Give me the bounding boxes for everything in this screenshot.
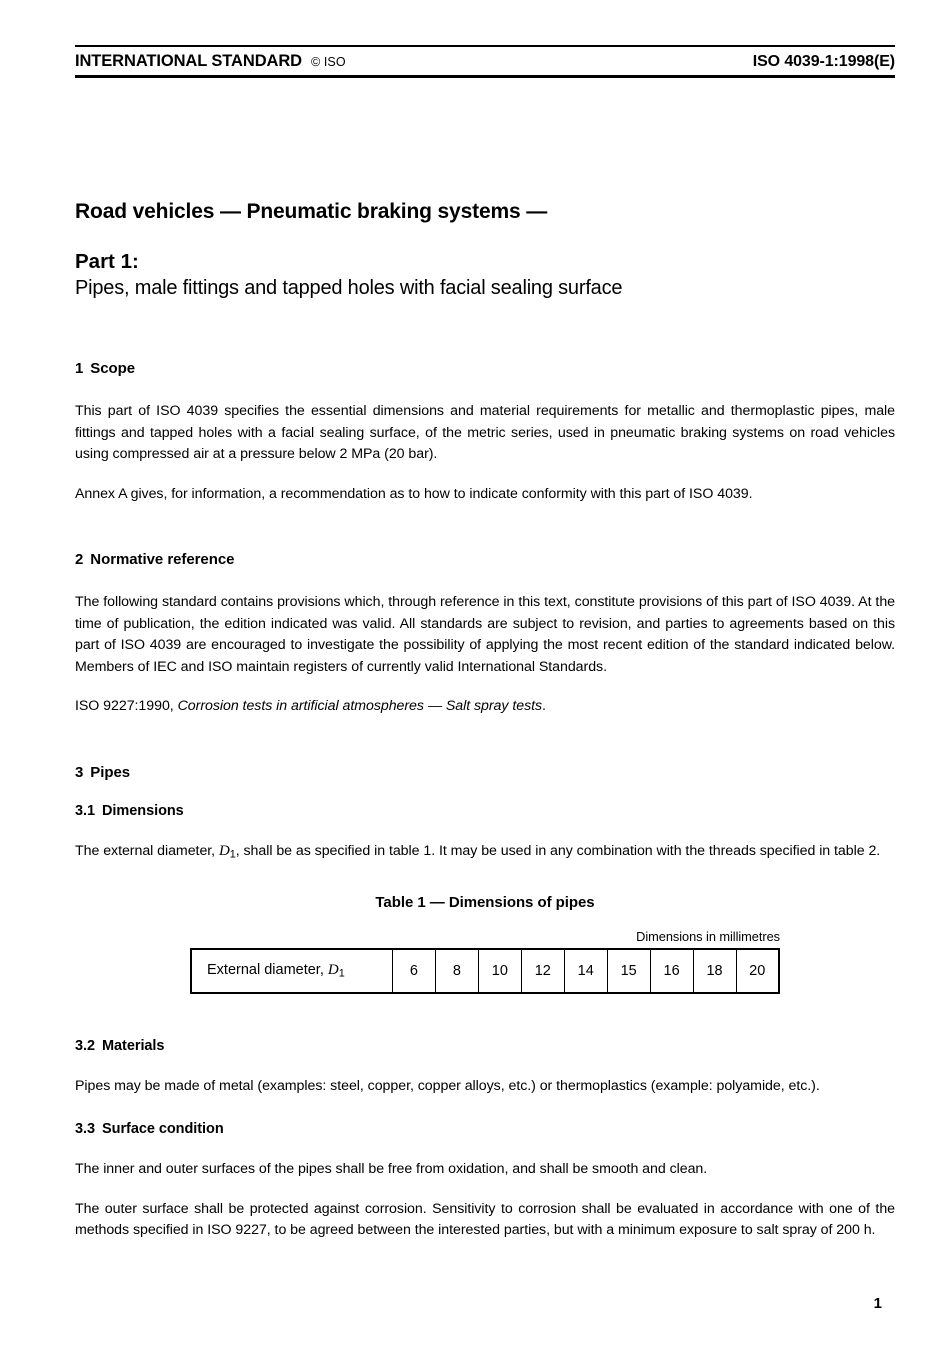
table-1-cell-value: 10: [478, 949, 521, 993]
page-number: 1: [873, 1295, 882, 1312]
table-1-caption: Table 1 — Dimensions of pipes: [375, 893, 595, 911]
table-1-cell-value: 12: [521, 949, 564, 993]
standard-type-label: INTERNATIONAL STANDARD: [75, 52, 302, 70]
subclause-3-3-number: 3.3: [75, 1121, 96, 1138]
clause-2-reference-entry: [75, 696, 895, 718]
table-1-row-header-text: External diameter,: [207, 961, 328, 978]
clause-2-number: 2: [75, 551, 84, 568]
subclause-3-1-text-tail: , shall be as specified in table 1. It may be used in any combination with the threads specified in table 2.: [235, 842, 881, 859]
subclause-3-2-paragraph: Pipes may be made of metal (examples: steel, copper, copper alloys, etc.) or thermoplastics (example: polyamide, etc.).: [75, 1077, 820, 1094]
subclause-3-2-title: Materials: [102, 1037, 165, 1054]
subclause-3-1-heading: [75, 803, 895, 819]
table-1-row-header-symbol: [328, 962, 345, 978]
clause-1-number: 1: [75, 360, 84, 377]
clause-1-title: Scope: [90, 360, 136, 377]
table-1-cell-value: 15: [607, 949, 650, 993]
subclause-3-3-paragraph-2: The outer surface shall be protected against corrosion. Sensitivity to corrosion shall be evaluated in accordance with one of the methods specified in ISO 9227, to be agreed between the interested parties, but with a minimum exposure to salt spray of 200 h.: [75, 1200, 895, 1239]
table-1-block: [75, 894, 895, 994]
header-row: [75, 47, 895, 75]
header-rule-bottom: [75, 75, 895, 78]
table-1-units-note: Dimensions in millimetres: [636, 928, 780, 944]
document-body: [75, 200, 895, 1242]
document-part-title: Pipes, male fittings and tapped holes with facial sealing surface: [75, 277, 623, 299]
table-1-cell-value: 8: [435, 949, 478, 993]
table-1-cell-value: 16: [650, 949, 693, 993]
table-1-cell-value: 20: [736, 949, 779, 993]
clause-1-heading: [75, 360, 895, 377]
table-1-dimensions-of-pipes: [190, 948, 780, 994]
table-symbol-letter: D: [327, 961, 339, 978]
clause-3-title: Pipes: [90, 763, 131, 781]
standard-reference-label: ISO 4039-1:1998(E): [752, 53, 895, 70]
table-row: [191, 949, 779, 993]
normative-reference-title: Corrosion tests in artificial atmospheres — Salt spray tests: [177, 698, 543, 714]
subclause-3-1-title: Dimensions: [102, 802, 184, 819]
clause-3-number: 3: [75, 763, 84, 781]
table-1-cell-value: 6: [393, 949, 436, 993]
table-1-cell-value: 14: [564, 949, 607, 993]
subclause-3-3-title: Surface condition: [102, 1121, 224, 1138]
table-1-wrapper: [190, 929, 780, 994]
table-1-cell-value: 18: [693, 949, 736, 993]
symbol-letter: D: [218, 842, 230, 859]
clause-2-paragraph-1: The following standard contains provisions which, through reference in this text, constitute provisions of this part of ISO 4039. At the time of publication, the edition indicated was valid. All standards are subject to revision, and parties to agreements based on this part of ISO 4039 are encouraged to investigate the possibility of applying the most recent edition of the standard indicated below. Members of IEC and ISO maintain registers of currently valid International Standards.: [75, 594, 895, 675]
subclause-3-3-paragraph-1: The inner and outer surfaces of the pipes shall be free from oxidation, and shall be smooth and clean.: [75, 1161, 708, 1178]
subclause-3-1-paragraph: [75, 841, 895, 866]
subclause-3-3-heading: [75, 1121, 895, 1137]
clause-3-heading: [75, 764, 895, 781]
table-symbol-subscript: 1: [338, 967, 345, 980]
copyright-iso-label: © ISO: [310, 55, 346, 69]
clause-2-heading: [75, 551, 895, 568]
subclause-3-2-number: 3.2: [75, 1037, 96, 1054]
table-1-row-header: [191, 949, 393, 993]
document-title-block: [75, 200, 895, 300]
clause-2-title: Normative reference: [90, 551, 235, 568]
symbol-external-diameter: [219, 843, 236, 859]
normative-reference-period: .: [542, 698, 546, 714]
document-main-title: Road vehicles — Pneumatic braking systems —: [75, 200, 548, 223]
subclause-3-1-number: 3.1: [75, 802, 96, 819]
header-left-group: [75, 52, 346, 71]
document-part-label: Part 1:: [75, 250, 139, 273]
normative-reference-number: ISO 9227:1990,: [75, 698, 174, 714]
subclause-3-2-heading: [75, 1038, 895, 1054]
symbol-subscript: 1: [229, 848, 236, 861]
subclause-3-1-text-lead: The external diameter,: [75, 842, 219, 859]
page-header: [75, 45, 895, 78]
clause-1-paragraph-2: Annex A gives, for information, a recommendation as to how to indicate conformity with this part of ISO 4039.: [75, 485, 753, 502]
clause-1-paragraph-1: This part of ISO 4039 specifies the essential dimensions and material requirements for metallic and thermoplastic pipes, male fittings and tapped holes with a facial sealing surface, of the metric series, used in pneumatic braking systems on road vehicles using compressed air at a pressure below 2 MPa (20 bar).: [75, 403, 895, 462]
